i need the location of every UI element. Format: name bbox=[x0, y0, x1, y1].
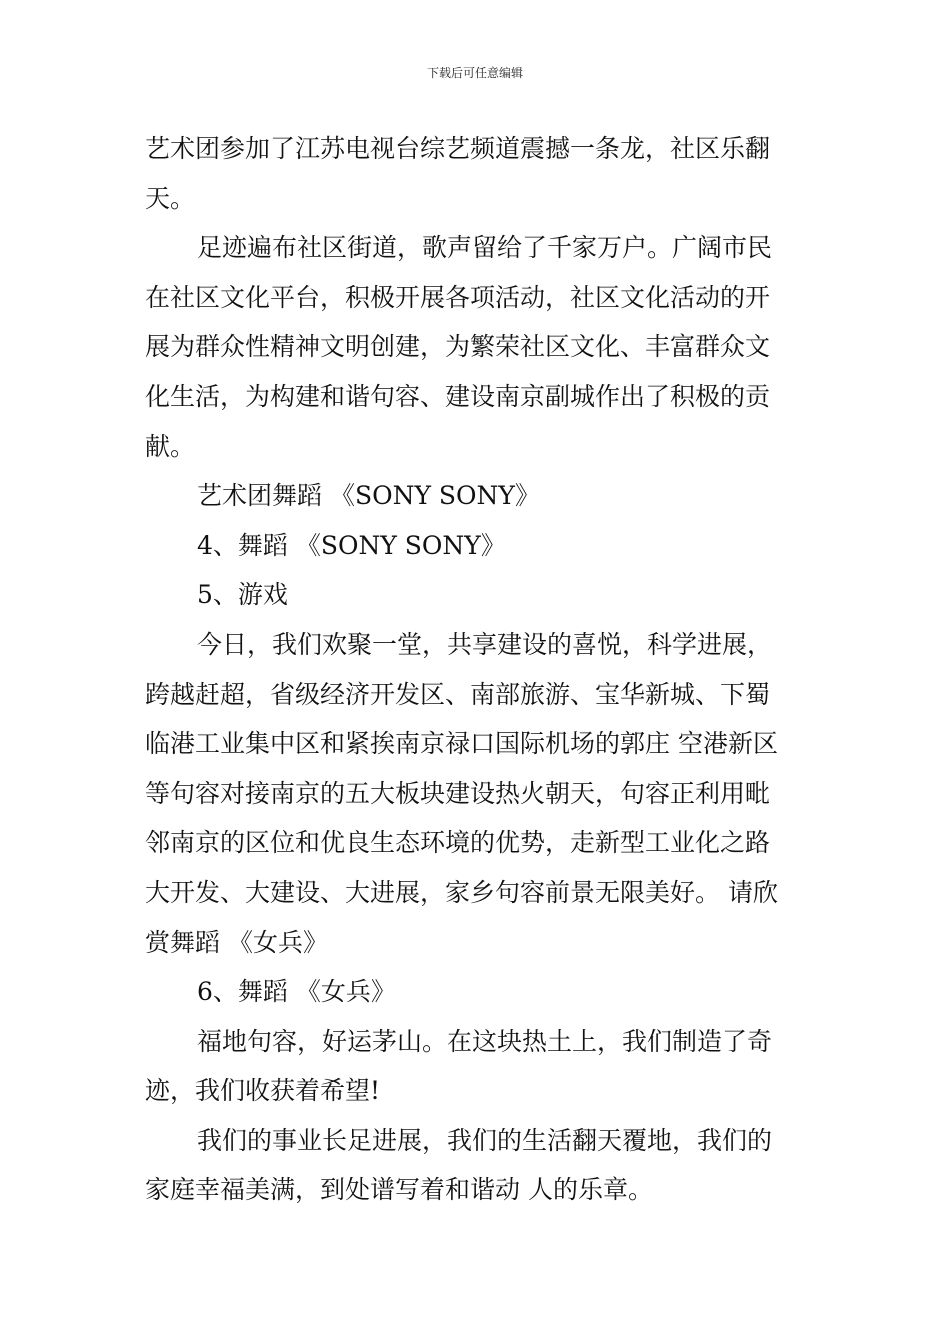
text-line: 在社区文化平台，积极开展各项活动，社区文化活动的开 bbox=[145, 282, 771, 312]
document-body bbox=[145, 124, 807, 1215]
text-line: 邻南京的区位和优良生态环境的优势，走新型工业化之路 bbox=[145, 828, 771, 858]
program-item: 5、游戏 bbox=[197, 580, 288, 610]
text-line: 迹，我们收获着希望! bbox=[145, 1076, 381, 1106]
text-line: 天。 bbox=[145, 183, 196, 213]
paragraph-start-line: 足迹遍布社区街道，歌声留给了千家万户。广阔市民 bbox=[197, 233, 773, 263]
program-item: 6、舞蹈 《女兵》 bbox=[197, 977, 396, 1007]
paragraph-start-line: 我们的事业长足进展，我们的生活翻天覆地，我们的 bbox=[197, 1125, 773, 1155]
program-item: 4、舞蹈 《SONY SONY》 bbox=[197, 530, 506, 560]
text-line: 家庭幸福美满，到处谱写着和谐动 人的乐章。 bbox=[145, 1175, 653, 1205]
paragraph-start-line: 今日，我们欢聚一堂，共享建设的喜悦，科学进展， bbox=[197, 629, 773, 659]
text-line: 献。 bbox=[145, 431, 196, 461]
paragraph-start-line: 福地句容，好运茅山。在这块热土上，我们制造了奇 bbox=[197, 1026, 773, 1056]
text-line: 艺术团参加了江苏电视台综艺频道震撼一条龙，社区乐翻 bbox=[145, 134, 771, 163]
program-item: 艺术团舞蹈 《SONY SONY》 bbox=[197, 481, 540, 511]
text-line: 赏舞蹈 《女兵》 bbox=[145, 927, 328, 957]
text-line: 临港工业集中区和紧挨南京禄口国际机场的郭庄 空港新区 bbox=[145, 729, 778, 759]
text-line: 展为群众性精神文明创建，为繁荣社区文化、丰富群众文 bbox=[145, 332, 771, 362]
text-line: 大开发、大建设、大进展，家乡句容前景无限美好。 请欣 bbox=[145, 877, 778, 907]
page-header: 下载后可任意编辑 bbox=[426, 66, 523, 80]
text-line: 化生活，为构建和谐句容、建设南京副城作出了积极的贡 bbox=[145, 381, 771, 411]
text-line: 等句容对接南京的五大板块建设热火朝天，句容正利用毗 bbox=[145, 778, 771, 808]
text-line: 跨越赶超，省级经济开发区、南部旅游、宝华新城、下蜀 bbox=[145, 679, 771, 709]
